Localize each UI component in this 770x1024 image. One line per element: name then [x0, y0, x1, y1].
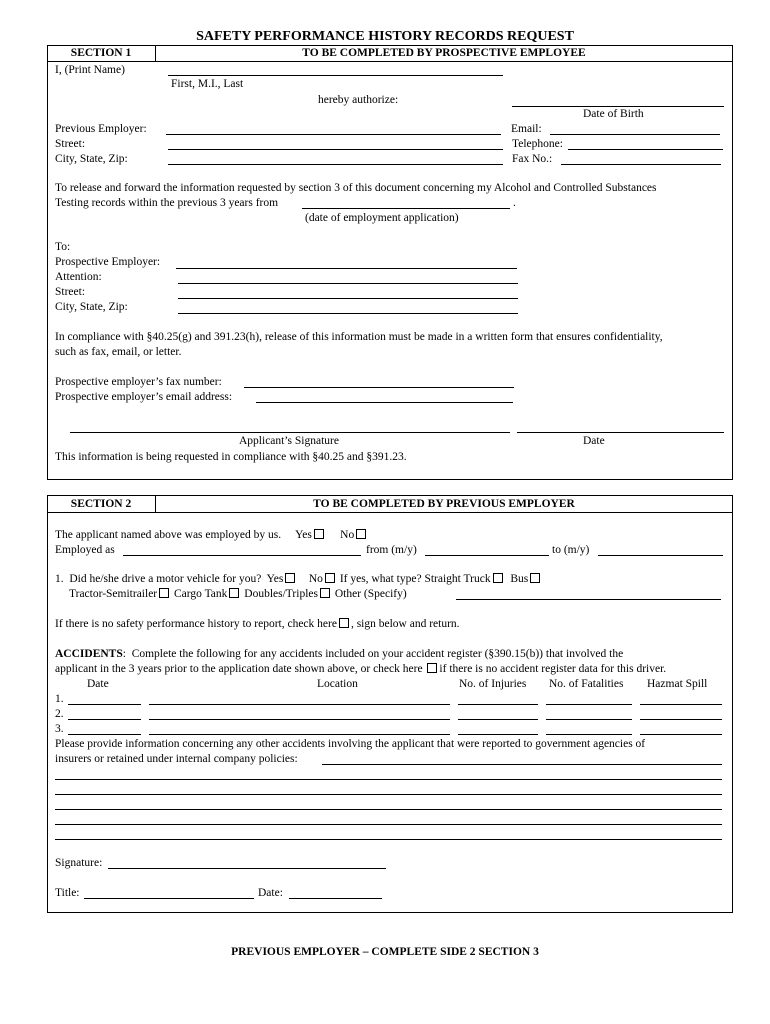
- bus-label: Bus: [510, 573, 529, 585]
- accidents-label: ACCIDENTS: [55, 648, 123, 660]
- no-label: No: [340, 529, 355, 541]
- row3-hazmat-line[interactable]: [640, 734, 722, 735]
- row1-date-line[interactable]: [68, 704, 141, 705]
- row1-injuries-line[interactable]: [458, 704, 538, 705]
- fax-line[interactable]: [561, 164, 721, 165]
- employed-as-line[interactable]: [123, 555, 361, 556]
- to-line[interactable]: [598, 555, 723, 556]
- row-number-2: 2.: [55, 708, 64, 720]
- employed-by-us-text: The applicant named above was employed by us.: [55, 529, 282, 541]
- row3-injuries-line[interactable]: [458, 734, 538, 735]
- email-line[interactable]: [550, 134, 720, 135]
- title-label: Title:: [55, 887, 80, 899]
- section1-header: TO BE COMPLETED BY PROSPECTIVE EMPLOYEE: [302, 47, 586, 59]
- city2-label: City, State, Zip:: [55, 301, 128, 313]
- col-injuries: No. of Injuries: [459, 678, 527, 690]
- section1-header-divider: [47, 61, 733, 62]
- other-accidents-first-line[interactable]: [322, 764, 722, 765]
- compliance-line1: In compliance with §40.25(g) and 391.23(h), release of this information must be made in a written form that ensures confidentiality,: [55, 331, 663, 343]
- vehicle-types-row: [69, 587, 407, 602]
- print-name-label: I, (Print Name): [55, 64, 125, 76]
- fax-label: Fax No.:: [512, 153, 553, 165]
- accidents-row1: [55, 647, 623, 662]
- attention-line[interactable]: [178, 283, 518, 284]
- drive-yes-checkbox[interactable]: [285, 573, 295, 583]
- drive-question: 1. Did he/she drive a motor vehicle for you?: [55, 573, 262, 585]
- accidents-row2: [55, 662, 666, 677]
- drive-question-row: [55, 572, 542, 587]
- to-label: To:: [55, 241, 71, 253]
- no-history-row: [55, 617, 460, 632]
- street-label: Street:: [55, 138, 86, 150]
- street2-label: Street:: [55, 286, 86, 298]
- date-hint: (date of employment application): [305, 212, 459, 224]
- no-history-text2: , sign below and return.: [350, 618, 460, 630]
- accidents-text2b: if there is no accident register data for this driver.: [439, 663, 667, 675]
- cargo-tank-checkbox[interactable]: [229, 588, 239, 598]
- dob-label: Date of Birth: [583, 108, 644, 120]
- section2-label: SECTION 2: [70, 498, 132, 510]
- applicant-signature-line[interactable]: [70, 432, 510, 433]
- fax-number-label: Prospective employer’s fax number:: [55, 376, 222, 388]
- row1-location-line[interactable]: [149, 704, 450, 705]
- telephone-label: Telephone:: [512, 138, 563, 150]
- section1-label: SECTION 1: [70, 47, 132, 59]
- row3-location-line[interactable]: [149, 734, 450, 735]
- drive-no-label: No: [308, 573, 323, 585]
- signature-date-label: Date: [583, 435, 605, 447]
- col-location: Location: [317, 678, 358, 690]
- prospective-employer-label: Prospective Employer:: [55, 256, 161, 268]
- from-line[interactable]: [425, 555, 549, 556]
- city-line[interactable]: [168, 164, 503, 165]
- from-label: from (m/y): [366, 544, 417, 556]
- email-address-line[interactable]: [256, 402, 513, 403]
- row-number-1: 1.: [55, 693, 64, 705]
- other-accidents-line1: Please provide information concerning any other accidents involving the applicant that were reported to government agencies of: [55, 738, 646, 750]
- no-history-text1: If there is no safety performance history to report, check here: [55, 618, 337, 630]
- authorize-text: hereby authorize:: [318, 94, 399, 106]
- no-checkbox[interactable]: [356, 529, 366, 539]
- street2-line[interactable]: [178, 298, 518, 299]
- section2-header-divider: [47, 512, 733, 513]
- to-my-label: to (m/y): [552, 544, 590, 556]
- footer-note: PREVIOUS EMPLOYER – COMPLETE SIDE 2 SECTION 3: [231, 946, 539, 958]
- col-date: Date: [87, 678, 109, 690]
- bus-checkbox[interactable]: [530, 573, 540, 583]
- employed-as-label: Employed as: [55, 544, 115, 556]
- row3-fatalities-line[interactable]: [546, 734, 632, 735]
- section2-header: TO BE COMPLETED BY PREVIOUS EMPLOYER: [313, 498, 575, 510]
- tractor-label: Tractor-Semitrailer: [69, 588, 158, 600]
- row3-date-line[interactable]: [68, 734, 141, 735]
- row-number-3: 3.: [55, 723, 64, 735]
- fax-number-line[interactable]: [244, 387, 514, 388]
- drive-yes-label: Yes: [266, 573, 284, 585]
- other-specify-line[interactable]: [456, 599, 721, 600]
- row1-hazmat-line[interactable]: [640, 704, 722, 705]
- row2-hazmat-line[interactable]: [640, 719, 722, 720]
- no-accident-data-checkbox[interactable]: [427, 663, 437, 673]
- title-line[interactable]: [84, 898, 254, 899]
- no-history-checkbox[interactable]: [339, 618, 349, 628]
- tractor-checkbox[interactable]: [159, 588, 169, 598]
- release-line2: Testing records within the previous 3 years from: [55, 197, 279, 209]
- doubles-checkbox[interactable]: [320, 588, 330, 598]
- straight-truck-label: Straight Truck: [424, 573, 491, 585]
- street-line[interactable]: [168, 149, 503, 150]
- previous-employer-label: Previous Employer:: [55, 123, 147, 135]
- email-label: Email:: [511, 123, 542, 135]
- prospective-employer-line[interactable]: [176, 268, 517, 269]
- email-address-label: Prospective employer’s email address:: [55, 391, 233, 403]
- other-accidents-line-c[interactable]: [55, 809, 722, 810]
- other-label: Other (Specify): [334, 588, 407, 600]
- date-line[interactable]: [289, 898, 382, 899]
- accidents-text1: : Complete the following for any accidents included on your accident register (§390.15(b)) that involved the: [122, 648, 624, 660]
- telephone-line[interactable]: [568, 149, 723, 150]
- col-fatalities: No. of Fatalities: [549, 678, 624, 690]
- doubles-label: Doubles/Triples: [244, 588, 318, 600]
- cargo-tank-label: Cargo Tank: [174, 588, 228, 600]
- row2-date-line[interactable]: [68, 719, 141, 720]
- city-label: City, State, Zip:: [55, 153, 128, 165]
- date-label: Date:: [258, 887, 283, 899]
- signature-label: Signature:: [55, 857, 103, 869]
- row2-location-line[interactable]: [149, 719, 450, 720]
- yes-checkbox[interactable]: [314, 529, 324, 539]
- print-name-line[interactable]: [168, 75, 503, 76]
- name-hint: First, M.I., Last: [171, 78, 244, 90]
- col-hazmat: Hazmat Spill: [647, 678, 708, 690]
- signature-line[interactable]: [108, 868, 386, 869]
- yes-label: Yes: [295, 529, 312, 541]
- drive-no-checkbox[interactable]: [325, 573, 335, 583]
- other-accidents-line-e[interactable]: [55, 839, 722, 840]
- row2-fatalities-line[interactable]: [546, 719, 632, 720]
- application-date-line[interactable]: [302, 208, 510, 209]
- straight-truck-checkbox[interactable]: [493, 573, 503, 583]
- if-yes-text: If yes, what type?: [339, 573, 422, 585]
- previous-employer-line[interactable]: [166, 134, 501, 135]
- requested-note: This information is being requested in compliance with §40.25 and §391.23.: [55, 451, 407, 463]
- city2-line[interactable]: [178, 313, 518, 314]
- applicant-signature-label: Applicant’s Signature: [239, 435, 339, 447]
- accidents-text2a: applicant in the 3 years prior to the application date shown above, or check here: [55, 663, 423, 675]
- release-line1: To release and forward the information requested by section 3 of this document concerning my Alcohol and Controlled Substances: [55, 182, 657, 194]
- page-title: SAFETY PERFORMANCE HISTORY RECORDS REQUEST: [196, 29, 574, 44]
- compliance-line2: such as fax, email, or letter.: [55, 346, 182, 358]
- other-accidents-line-b[interactable]: [55, 794, 722, 795]
- employed-by-us-row: [55, 528, 368, 543]
- other-accidents-line-d[interactable]: [55, 824, 722, 825]
- other-accidents-line-a[interactable]: [55, 779, 722, 780]
- row1-fatalities-line[interactable]: [546, 704, 632, 705]
- other-accidents-line2: insurers or retained under internal company policies:: [55, 753, 298, 765]
- release-period: .: [513, 197, 516, 209]
- row2-injuries-line[interactable]: [458, 719, 538, 720]
- attention-label: Attention:: [55, 271, 102, 283]
- signature-date-line[interactable]: [517, 432, 724, 433]
